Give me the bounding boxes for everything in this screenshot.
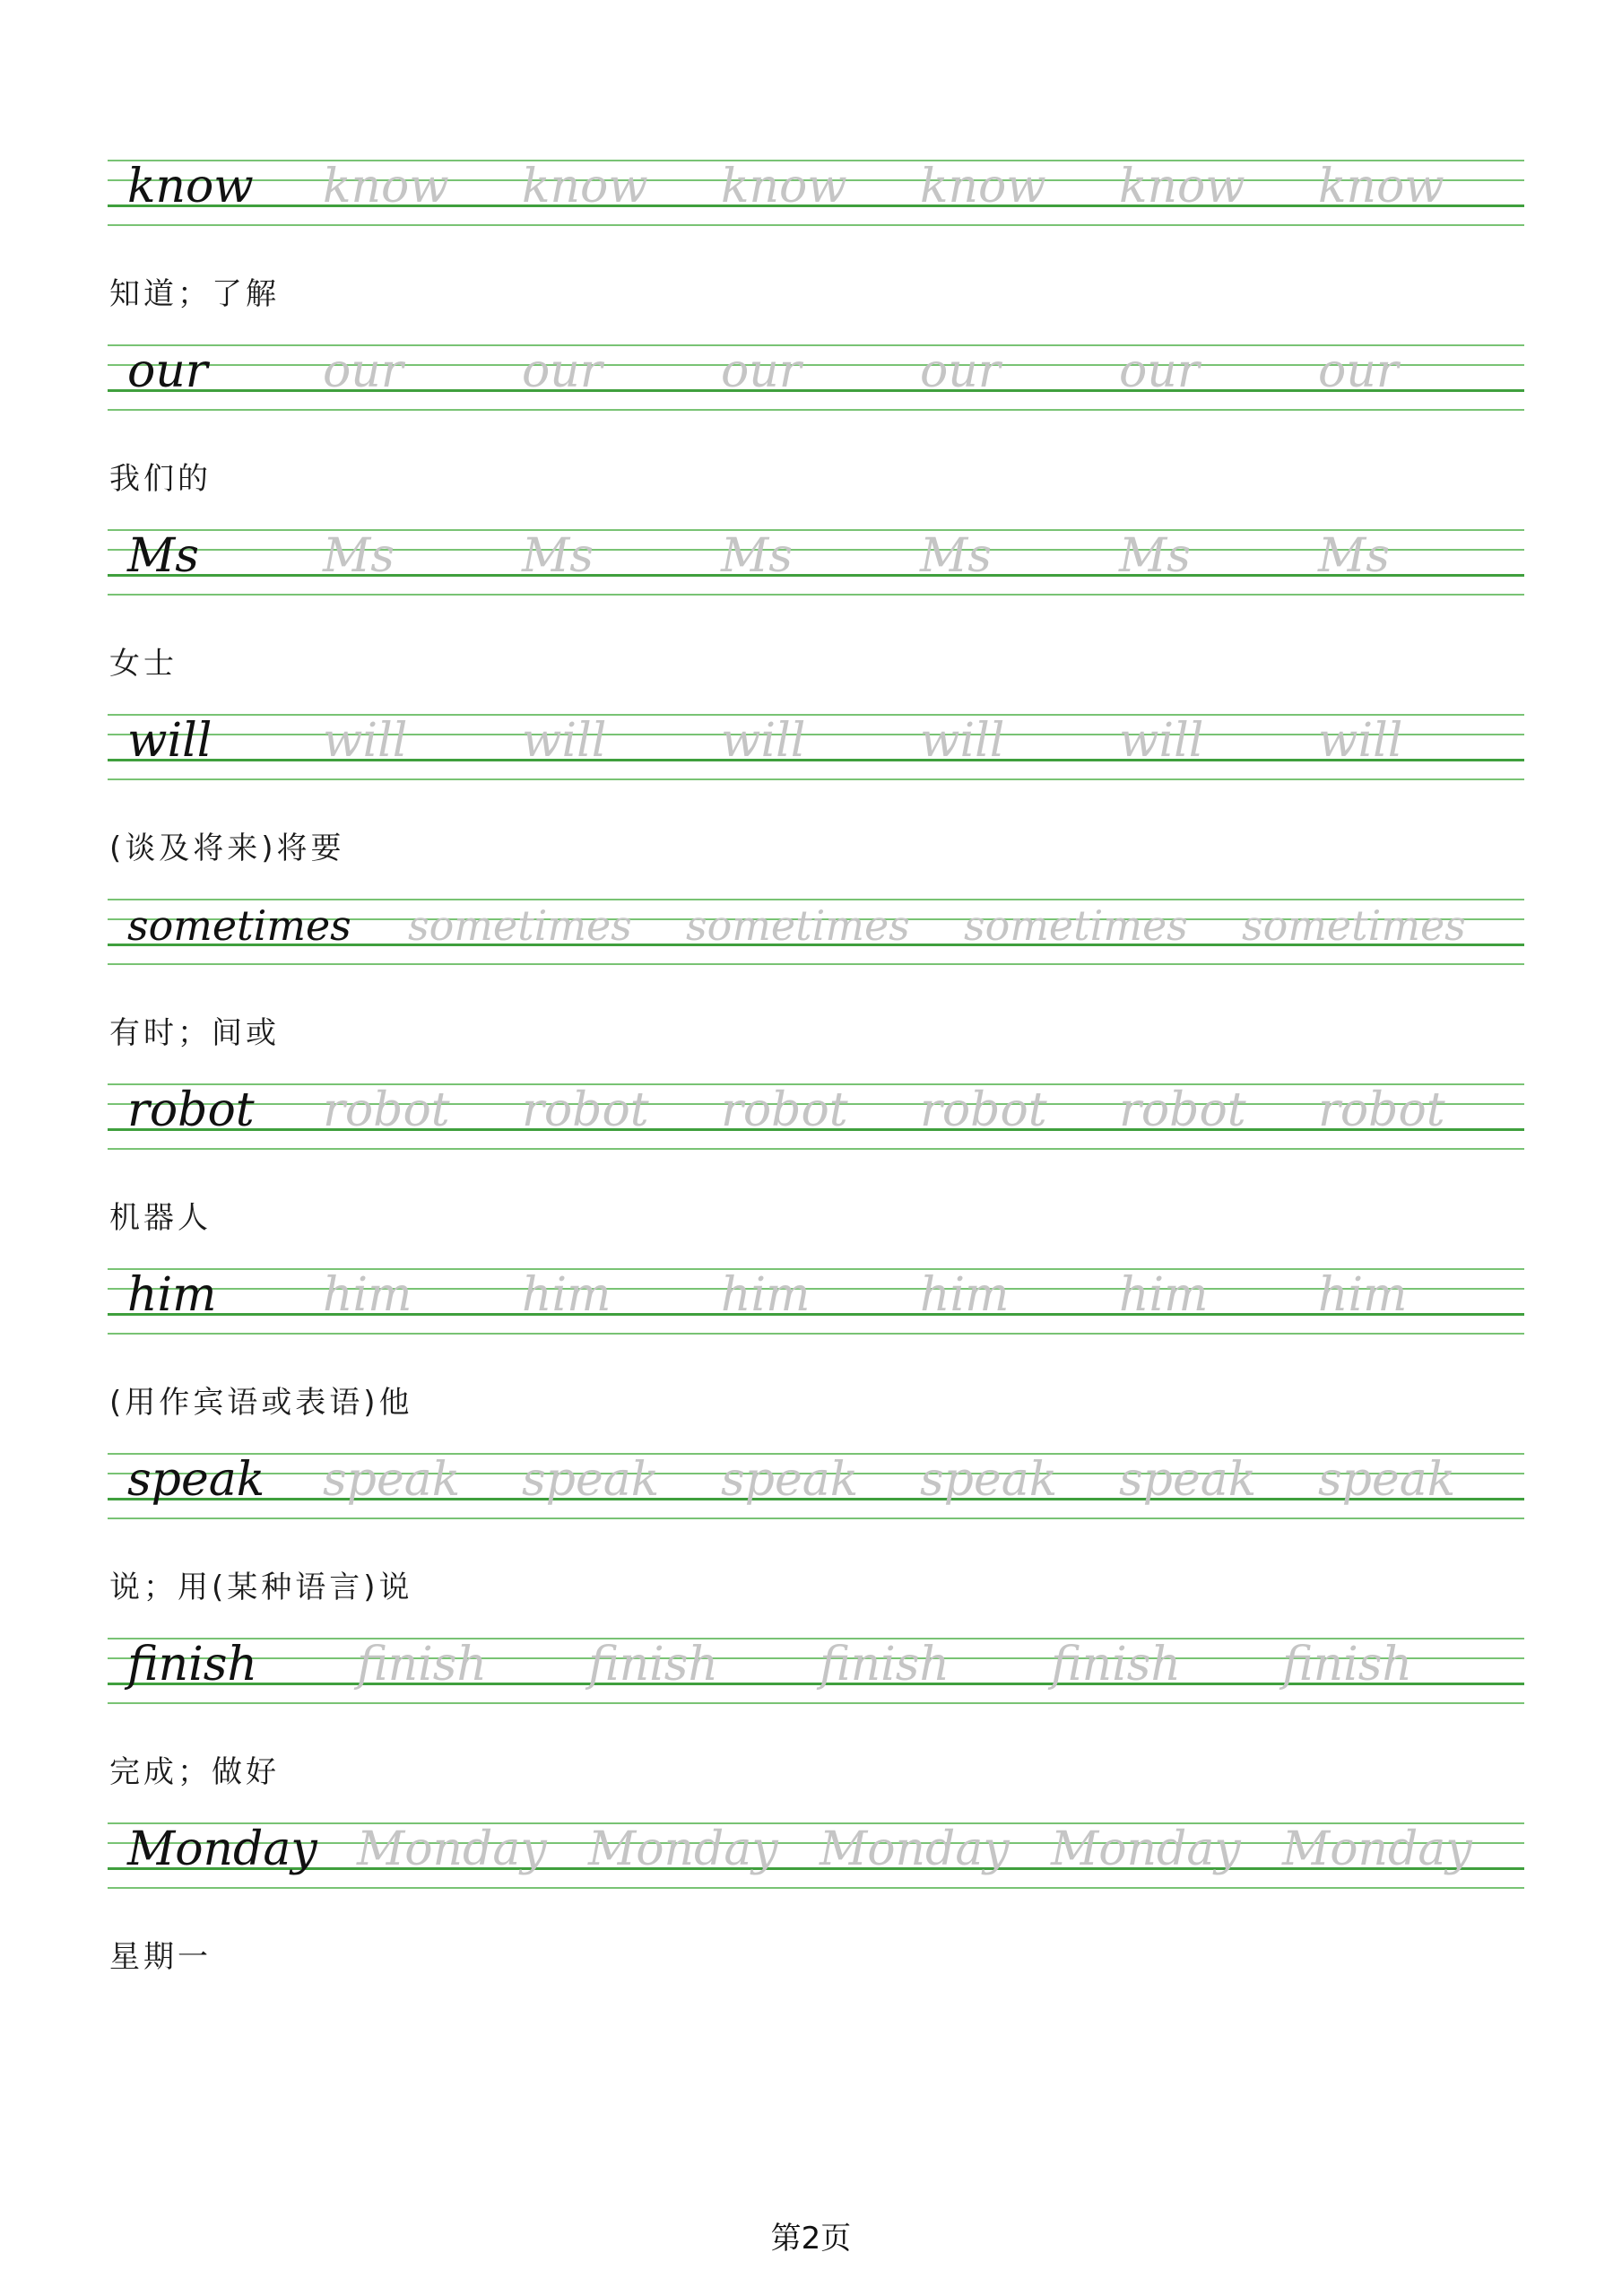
trace-word: sometimes — [408, 901, 632, 950]
trace-word: Ms — [1119, 529, 1191, 583]
model-word: will — [127, 714, 213, 768]
word-meaning: 机器人 — [109, 1200, 212, 1236]
word-entry-sometimes — [108, 881, 1524, 1060]
trace-word: will — [522, 714, 607, 768]
word-entry-ms — [108, 511, 1524, 691]
trace-word: will — [721, 714, 806, 768]
trace-word: will — [920, 714, 1005, 768]
trace-word: Monday — [820, 1822, 1010, 1876]
model-word: know — [127, 160, 254, 213]
trace-word: speak — [1119, 1453, 1257, 1507]
trace-word: Monday — [1051, 1822, 1241, 1876]
model-word: Ms — [127, 529, 199, 583]
model-word: robot — [127, 1083, 255, 1137]
trace-word: finish — [1282, 1638, 1412, 1692]
page-number: 第2页 — [770, 2221, 852, 2257]
word-entry-finish — [108, 1620, 1524, 1799]
model-word: speak — [127, 1453, 265, 1507]
model-word: sometimes — [127, 901, 351, 950]
word-meaning: 知道；了解 — [109, 276, 280, 312]
word-entry-him — [108, 1250, 1524, 1430]
trace-word: him — [1119, 1268, 1209, 1322]
trace-word: him — [522, 1268, 612, 1322]
model-word: finish — [127, 1638, 257, 1692]
trace-word: robot — [920, 1083, 1047, 1137]
trace-word: Ms — [1318, 529, 1390, 583]
model-word: him — [127, 1268, 217, 1322]
word-entry-speak — [108, 1435, 1524, 1614]
trace-word: him — [721, 1268, 811, 1322]
trace-word: him — [1318, 1268, 1408, 1322]
trace-word: finish — [357, 1638, 487, 1692]
trace-word: our — [920, 344, 1001, 398]
trace-word: will — [1318, 714, 1403, 768]
trace-word: know — [1119, 160, 1245, 213]
trace-word: know — [721, 160, 847, 213]
trace-word: know — [920, 160, 1046, 213]
word-meaning: (用作宾语或表语)他 — [109, 1385, 413, 1421]
trace-word: robot — [522, 1083, 649, 1137]
trace-word: will — [1119, 714, 1204, 768]
trace-word: Ms — [920, 529, 992, 583]
word-entry-monday — [108, 1805, 1524, 1984]
word-entry-our — [108, 326, 1524, 506]
trace-word: speak — [920, 1453, 1058, 1507]
word-entry-will — [108, 696, 1524, 875]
trace-word: Ms — [323, 529, 395, 583]
trace-word: speak — [1318, 1453, 1456, 1507]
trace-word: know — [522, 160, 648, 213]
trace-word: our — [522, 344, 603, 398]
trace-word: Monday — [588, 1822, 778, 1876]
trace-word: Ms — [721, 529, 793, 583]
trace-word: sometimes — [1242, 901, 1466, 950]
trace-word: finish — [1051, 1638, 1181, 1692]
trace-word: sometimes — [964, 901, 1188, 950]
model-word: our — [127, 344, 208, 398]
trace-word: robot — [323, 1083, 450, 1137]
word-meaning: 我们的 — [109, 461, 212, 497]
word-meaning: 女士 — [109, 646, 178, 682]
trace-word: will — [323, 714, 408, 768]
trace-word: speak — [721, 1453, 859, 1507]
trace-word: our — [323, 344, 403, 398]
trace-word: finish — [588, 1638, 718, 1692]
trace-word: our — [721, 344, 802, 398]
word-entry-robot — [108, 1065, 1524, 1245]
trace-word: robot — [1318, 1083, 1445, 1137]
trace-word: know — [323, 160, 449, 213]
word-meaning: 说；用(某种语言)说 — [109, 1570, 413, 1605]
trace-word: our — [1119, 344, 1200, 398]
trace-word: sometimes — [686, 901, 910, 950]
word-meaning: (谈及将来)将要 — [109, 831, 345, 866]
trace-word: Monday — [1282, 1822, 1472, 1876]
word-meaning: 完成；做好 — [109, 1754, 280, 1790]
trace-word: him — [920, 1268, 1010, 1322]
trace-word: speak — [522, 1453, 660, 1507]
word-meaning: 有时；间或 — [109, 1015, 280, 1051]
trace-word: him — [323, 1268, 412, 1322]
trace-word: robot — [1119, 1083, 1246, 1137]
trace-word: speak — [323, 1453, 461, 1507]
trace-word: Ms — [522, 529, 594, 583]
word-entry-know — [108, 142, 1524, 321]
word-meaning: 星期一 — [109, 1939, 212, 1975]
trace-word: finish — [820, 1638, 950, 1692]
trace-word: our — [1318, 344, 1399, 398]
trace-word: know — [1318, 160, 1444, 213]
trace-word: robot — [721, 1083, 848, 1137]
model-word: Monday — [127, 1822, 317, 1876]
trace-word: Monday — [357, 1822, 547, 1876]
